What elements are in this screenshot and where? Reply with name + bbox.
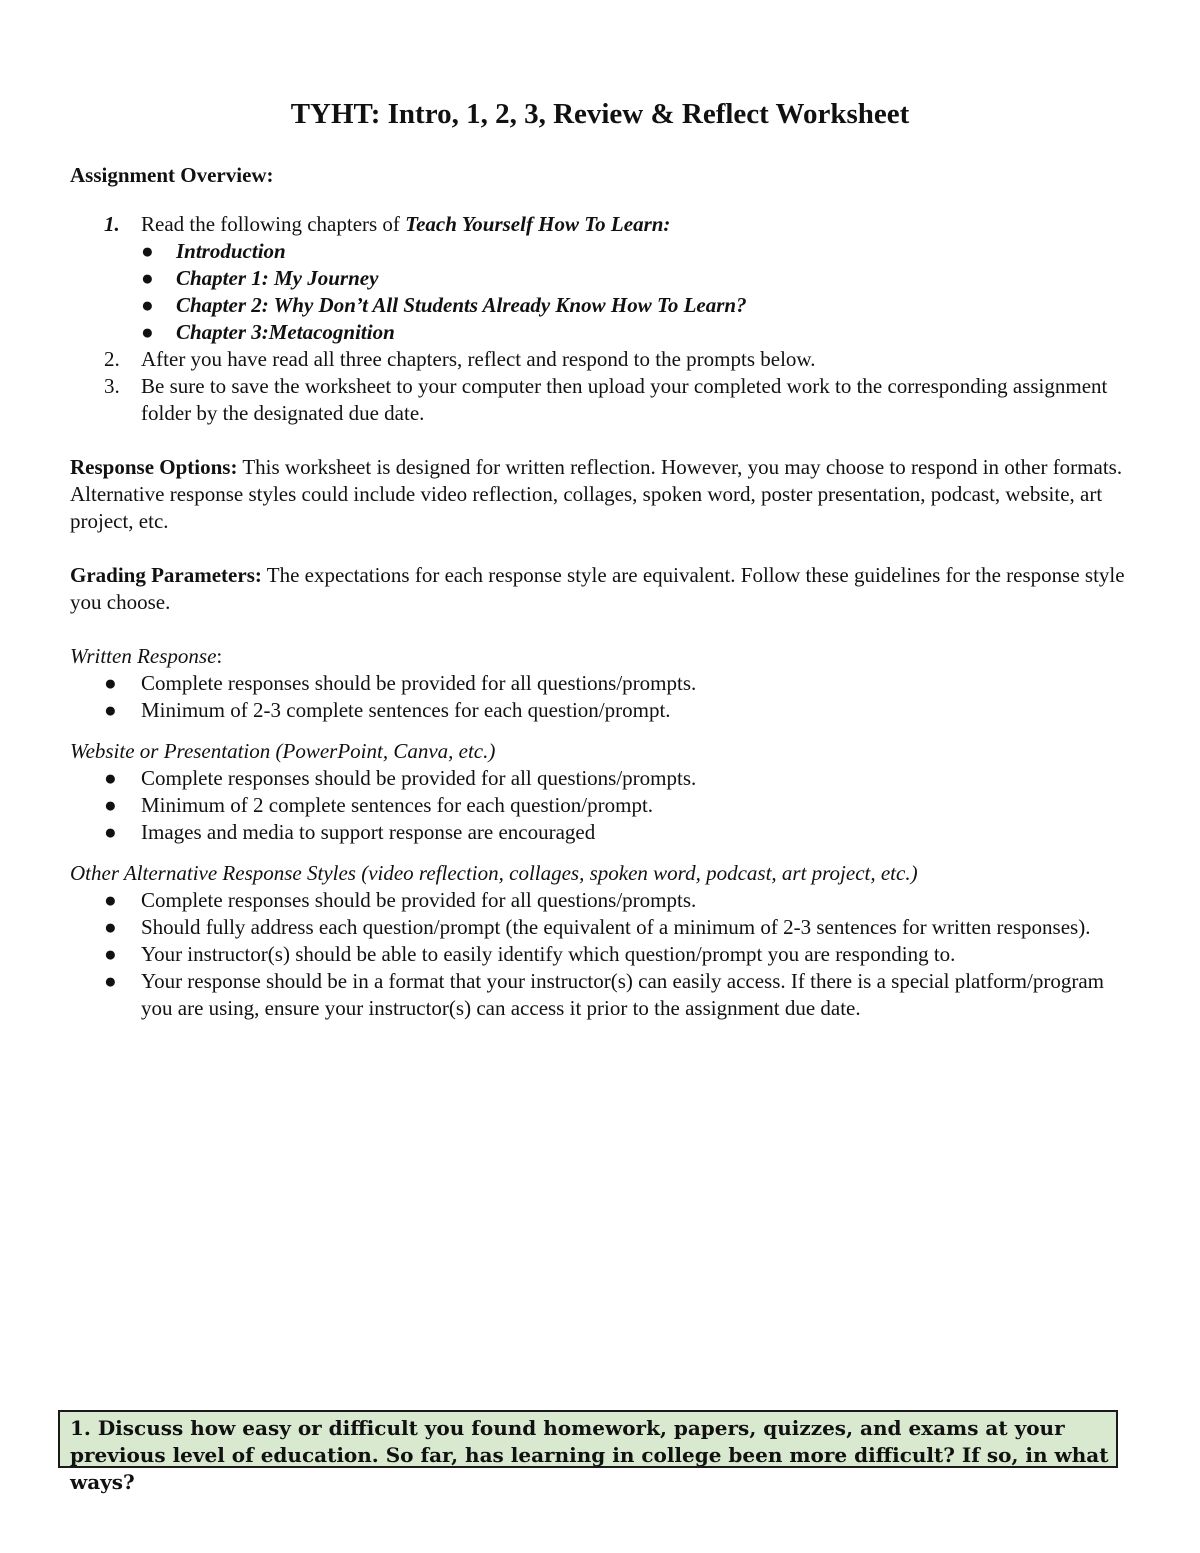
grading-parameters-text: The expectations for each response style are equivalent. Follow these guidelines for the response style you choose. — [70, 563, 1125, 614]
step-number: 3. — [104, 374, 120, 398]
guideline-item: ● Images and media to support response are encouraged — [104, 820, 596, 844]
chapter-list — [141, 238, 1130, 346]
step-text: Read the following chapters of — [141, 212, 406, 236]
response-options-text: This worksheet is designed for written reflection. However, you may choose to respond in other formats. Alternative response styles could include video reflection, collages, spoken word, poster presentation, podcast, website, art project, etc. — [70, 455, 1123, 533]
step-text: After you have read all three chapters, reflect and respond to the prompts below. — [141, 347, 816, 371]
other-styles-list — [70, 887, 1130, 1022]
chapter-item: ● Introduction — [141, 239, 286, 263]
guideline-item: ● Complete responses should be provided for all questions/prompts. — [104, 888, 697, 912]
guideline-item: ● Your response should be in a format that your instructor(s) can easily access. If there is a special platform/program you are using, ensure your instructor(s) can access it prior to the assignment due date. — [104, 969, 1104, 1020]
bullet-icon: ● — [141, 293, 154, 317]
bullet-icon: ● — [104, 888, 117, 912]
step-text: Be sure to save the worksheet to your computer then upload your completed work to the corresponding assignment folder by the designated due date. — [141, 374, 1108, 425]
overview-step-3 — [70, 373, 1130, 427]
step-number: 1. — [104, 212, 120, 236]
bullet-icon: ● — [141, 320, 154, 344]
other-styles-heading: Other Alternative Response Styles (video reflection, collages, spoken word, podcast, art project, etc.) — [70, 861, 918, 885]
chapter-item: ● Chapter 2: Why Don’t All Students Already Know How To Learn? — [141, 293, 747, 317]
book-title: Teach Yourself How To Learn: — [405, 212, 671, 236]
question-1-box: 1. Discuss how easy or difficult you found homework, papers, quizzes, and exams at your previous level of education. So far, has learning in college been more difficult? If so, in what ways? — [58, 1410, 1118, 1468]
bullet-icon: ● — [104, 969, 117, 993]
step-number: 2. — [104, 347, 120, 371]
guideline-item: ● Minimum of 2 complete sentences for each question/prompt. — [104, 793, 654, 817]
chapter-item: ● Chapter 3:Metacognition — [141, 320, 395, 344]
guideline-item: ● Minimum of 2-3 complete sentences for each question/prompt. — [104, 698, 671, 722]
guideline-item: ● Should fully address each question/prompt (the equivalent of a minimum of 2-3 sentences for written responses). — [104, 915, 1091, 939]
worksheet-body — [70, 162, 1130, 1022]
overview-step-2 — [70, 346, 1130, 373]
assignment-overview-heading: Assignment Overview: — [70, 163, 274, 187]
page-title: TYHT: Intro, 1, 2, 3, Review & Reflect Worksheet — [290, 98, 910, 130]
bullet-icon: ● — [104, 915, 117, 939]
response-options-paragraph — [70, 454, 1130, 535]
bullet-icon: ● — [104, 820, 117, 844]
bullet-icon: ● — [104, 766, 117, 790]
written-response-heading: Written Response: — [70, 644, 223, 668]
guideline-item: ● Your instructor(s) should be able to easily identify which question/prompt you are responding to. — [104, 942, 956, 966]
chapter-item: ● Chapter 1: My Journey — [141, 266, 379, 290]
guideline-item: ● Complete responses should be provided for all questions/prompts. — [104, 671, 697, 695]
website-presentation-list — [70, 765, 1130, 846]
bullet-icon: ● — [104, 671, 117, 695]
grading-parameters-paragraph — [70, 562, 1130, 616]
written-response-list — [70, 670, 1130, 724]
bullet-icon: ● — [141, 266, 154, 290]
overview-step-1 — [70, 211, 1130, 346]
grading-parameters-label: Grading Parameters: — [70, 563, 262, 587]
bullet-icon: ● — [104, 793, 117, 817]
overview-steps — [70, 211, 1130, 427]
website-presentation-heading: Website or Presentation (PowerPoint, Canva, etc.) — [70, 739, 496, 763]
guideline-item: ● Complete responses should be provided for all questions/prompts. — [104, 766, 697, 790]
response-options-label: Response Options: — [70, 455, 238, 479]
bullet-icon: ● — [104, 698, 117, 722]
bullet-icon: ● — [104, 942, 117, 966]
bullet-icon: ● — [141, 239, 154, 263]
